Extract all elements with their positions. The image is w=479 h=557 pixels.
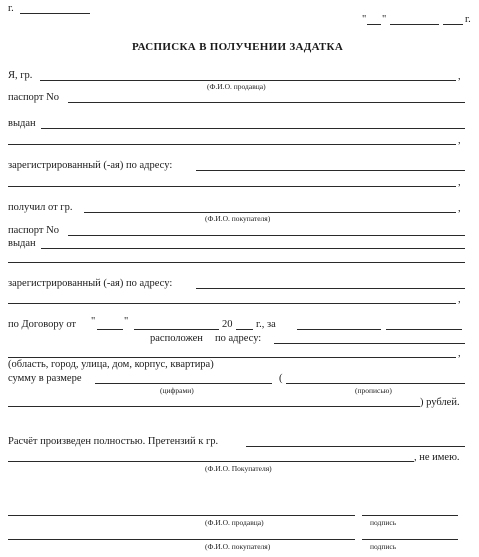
date-quote-close: " [382,14,387,25]
contract-address-comma: , [458,348,461,359]
contract-located-label: расположен [150,333,203,344]
seller-name-caption: (Ф.И.О. продавца) [207,82,266,91]
amount-digits-caption: (цифрами) [160,386,194,395]
contract-month-line [134,329,219,330]
seller-signature-line [362,515,458,516]
settlement-buyer-line-2 [8,461,414,462]
city-prefix: г. [8,3,14,14]
contract-year-line [236,329,253,330]
seller-issued-line-2 [8,144,456,145]
seller-sign-caption: подпись [370,518,397,527]
rubles-label: ) рублей. [420,397,460,408]
seller-passport-label: паспорт No [8,92,59,103]
seller-address-comma: , [458,177,461,188]
amount-digits-line [95,383,272,384]
seller-issued-label: выдан [8,118,36,129]
contract-day-line [97,329,123,330]
buyer-name-comma: , [458,203,461,214]
contract-year-prefix: 20 [222,319,233,330]
buyer-received-label: получил от гр. [8,202,73,213]
buyer-sign-caption: подпись [370,542,397,551]
amount-label: сумму в размере [8,373,82,384]
contract-address-line-1 [274,343,465,344]
seller-passport-line [68,102,465,103]
date-month-line [390,24,439,25]
buyer-passport-label: паспорт No [8,225,59,236]
seller-address-line-1 [196,170,465,171]
city-blank-line [20,13,90,14]
document-title: РАСПИСКА В ПОЛУЧЕНИИ ЗАДАТКА [132,41,344,53]
buyer-passport-line [68,235,465,236]
contract-address-line-2 [8,357,456,358]
no-claims-label: , не имею. [414,452,460,463]
date-quote-open: " [362,14,367,25]
seller-name-line [40,80,456,81]
buyer-signature-caption: (Ф.И.О. покупателя) [205,542,271,551]
settlement-buyer-line-1 [246,446,465,447]
seller-address-line-2 [8,186,456,187]
contract-object-line-1 [297,329,381,330]
buyer-issued-label: выдан [8,238,36,249]
contract-year-suffix: г., за [256,319,276,330]
date-year-suffix: г. [465,14,471,25]
seller-issued-line-1 [41,128,465,129]
contract-quote-close: " [124,316,129,327]
amount-paren-open: ( [279,373,283,384]
contract-label: по Договору от [8,319,77,330]
buyer-signature-line [362,539,458,540]
seller-intro: Я, гр. [8,70,33,81]
date-year-line [443,24,463,25]
seller-name-comma: , [458,71,461,82]
buyer-issued-line-2 [8,262,465,263]
seller-issued-comma: , [458,135,461,146]
buyer-issued-line-1 [41,248,465,249]
seller-address-label: зарегистрированный (-ая) по адресу: [8,160,173,171]
buyer-address-line-2 [8,303,456,304]
buyer-signature-name-line [8,539,355,540]
amount-words-caption: (прописью) [355,386,392,395]
amount-words-line [286,383,465,384]
contract-object-line-2 [386,329,462,330]
buyer-address-comma: , [458,294,461,305]
seller-signature-name-line [8,515,355,516]
contract-quote-open: " [91,316,96,327]
date-day-line [367,24,381,25]
buyer-name-line [84,212,456,213]
buyer-address-label: зарегистрированный (-ая) по адресу: [8,278,173,289]
seller-signature-caption: (Ф.И.О. продавца) [205,518,264,527]
buyer-name-caption: (Ф.И.О. покупателя) [205,214,271,223]
contract-at-address-label: по адресу: [215,333,262,344]
buyer-address-line-1 [196,288,465,289]
settlement-buyer-caption: (Ф.И.О. Покупателя) [205,464,272,473]
region-note: (область, город, улица, дом, корпус, квартира) [8,359,214,370]
amount-words-line-2 [8,406,420,407]
settlement-text: Расчёт произведен полностью. Претензий к гр. [8,436,219,447]
